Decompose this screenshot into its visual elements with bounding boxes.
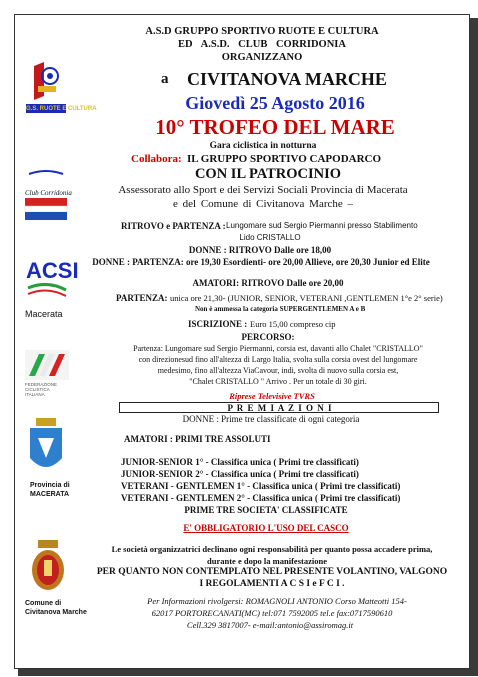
event-date: Giovedì 25 Agosto 2016	[185, 93, 365, 113]
collab-label: Collabora:	[131, 153, 182, 165]
disclaimer-line-4: I REGOLAMENTI A C S I e F C I .	[199, 579, 345, 589]
premiazioni-row-5: PRIME TRE SOCIETA' CLASSIFICATE	[184, 505, 348, 515]
ritrovo-value: Lungomare sud Sergio Piermanni presso Stabilimento	[226, 221, 418, 230]
fci-caption: FEDERAZIONE CICLISTICA ITALIANA	[25, 382, 58, 398]
ritrovo-label: RITROVO e PARTENZA :	[121, 221, 226, 231]
event-subtitle: Gara ciclistica in notturna	[209, 141, 317, 151]
patrocinio-line-2: e del Comune di Civitanova Marche –	[172, 198, 354, 210]
page-shadow-right	[470, 18, 478, 676]
ritrovo-value-2: Lido CRISTALLO	[239, 233, 301, 242]
amatori-ritrovo: AMATORI: RITROVO Dalle ore 20,00	[192, 278, 344, 288]
donne-ritrovo: DONNE : RITROVO Dalle ore 18,00	[188, 245, 332, 255]
patrocinio-line-1: Assessorato allo Sport e dei Servizi Sociali Provincia di Macerata	[118, 184, 408, 196]
disclaimer-line-2: durante e dopo la manifestazione	[207, 556, 327, 566]
premiazioni-amatori: AMATORI : PRIMI TRE ASSOLUTI	[124, 434, 271, 444]
iscrizione-value: Euro 15,00 compreso cip	[250, 319, 336, 329]
iscrizione-label: ISCRIZIONE :	[188, 319, 248, 329]
premiazioni-box	[119, 402, 439, 413]
patrocinio-title: CON IL PATROCINIO	[194, 166, 342, 182]
disclaimer-line-1: Le società organizzatrici declinano ogni responsabilità per quanto possa accadere prima,	[111, 544, 433, 554]
info-line-2: 62017 PORTORECANATI(MC) tel:071 7592005 tel.e fax:0717590610	[151, 608, 393, 618]
organizer-line-3: ORGANIZZANO	[221, 52, 303, 63]
percorso-line-2: con direzionesud fino all'altezza di Largo Italia, svolta sulla corsia ovest del lungomare	[138, 355, 418, 364]
info-line-1: Per Informazioni rivolgersi: ROMAGNOLI ANTONIO Corso Matteotti 154-	[147, 596, 407, 606]
civitanova-crest	[30, 540, 66, 594]
collab-value: IL GRUPPO SPORTIVO CAPODARCO	[187, 153, 382, 165]
premiazioni-donne: DONNE : Prime tre classificate di ogni categoria	[182, 414, 360, 424]
provincia-caption-2: MACERATA	[30, 491, 70, 498]
page-shadow-bottom	[18, 668, 476, 676]
amatori-partenza-value: unica ore 21,30- (JUNIOR, SENIOR, VETERANI ,GENTLEMEN 1°e 2° serie)	[170, 293, 443, 303]
premiazioni-row-3: VETERANI - GENTLEMEN 1° - Classifica unica ( Primi tre classificati)	[121, 481, 401, 491]
donne-partenza: DONNE : PARTENZA: ore 19,30 Esordienti- ore 20,00 Allieve, ore 20,30 Junior ed Elite	[92, 257, 430, 267]
premiazioni-title: P R E M I A Z I O N I	[227, 403, 333, 413]
premiazioni-row-1: JUNIOR-SENIOR 1° - Classifica unica ( Primi tre classificati)	[121, 457, 359, 467]
acsi-logo	[24, 250, 79, 300]
amatori-partenza-label: PARTENZA:	[116, 293, 168, 303]
organizer-line-1: A.S.D GRUPPO SPORTIVO RUOTE E CULTURA	[145, 26, 379, 37]
info-line-3: Cell.329 3817007- e-mail:antonio@assiromag.it	[186, 620, 354, 630]
acsi-caption-macerata: Macerata	[25, 309, 63, 319]
percorso-title: PERCORSO:	[241, 332, 295, 342]
comune-caption-2: Civitanova Marche	[25, 609, 87, 616]
ruote-cultura-caption: G.S. RUOTE E CULTURA	[26, 106, 97, 112]
casco-notice: E' OBBLIGATORIO L'USO DEL CASCO	[183, 523, 349, 533]
percorso-line-1: Partenza: Lungomare sud Sergio Piermanni, corsia est, davanti allo Chalet "CRISTALLO"	[133, 344, 423, 353]
provincia-caption-1: Provincia di	[30, 482, 70, 489]
event-title: 10° TROFEO DEL MARE	[155, 115, 395, 139]
organizer-line-2: ED A.S.D. CLUB CORRIDONIA	[178, 39, 346, 50]
non-ammessa-note: Non è ammessa la categoria SUPERGENTLEMEN A e B	[195, 305, 366, 313]
disclaimer-line-3: PER QUANTO NON CONTEMPLATO NEL PRESENTE VOLANTINO, VALGONO	[96, 567, 448, 577]
percorso-line-3: medesimo, fino all'altezza ViaCavour, indi, svolta di nuovo sulla corsia est,	[157, 366, 399, 375]
premiazioni-row-2: JUNIOR-SENIOR 2° - Classifica unica ( Primi tre classificati)	[121, 469, 359, 479]
club-corridonia-logo-text: Club Corridonia	[25, 189, 72, 197]
place-title: CIVITANOVA MARCHE	[187, 69, 387, 89]
svg-text:ACSI: ACSI	[26, 258, 79, 283]
premiazioni-row-4: VETERANI - GENTLEMEN 2° - Classifica unica ( Primi tre classificati)	[121, 493, 401, 503]
tv-note: Riprese Televisive TVRS	[229, 391, 315, 401]
place-prefix: a	[161, 71, 169, 87]
comune-caption-1: Comune di	[25, 600, 62, 607]
percorso-line-4: "Chalet CRISTALLO " Arrivo . Per un totale di 30 giri.	[189, 377, 367, 386]
provincia-macerata-crest	[26, 418, 66, 478]
